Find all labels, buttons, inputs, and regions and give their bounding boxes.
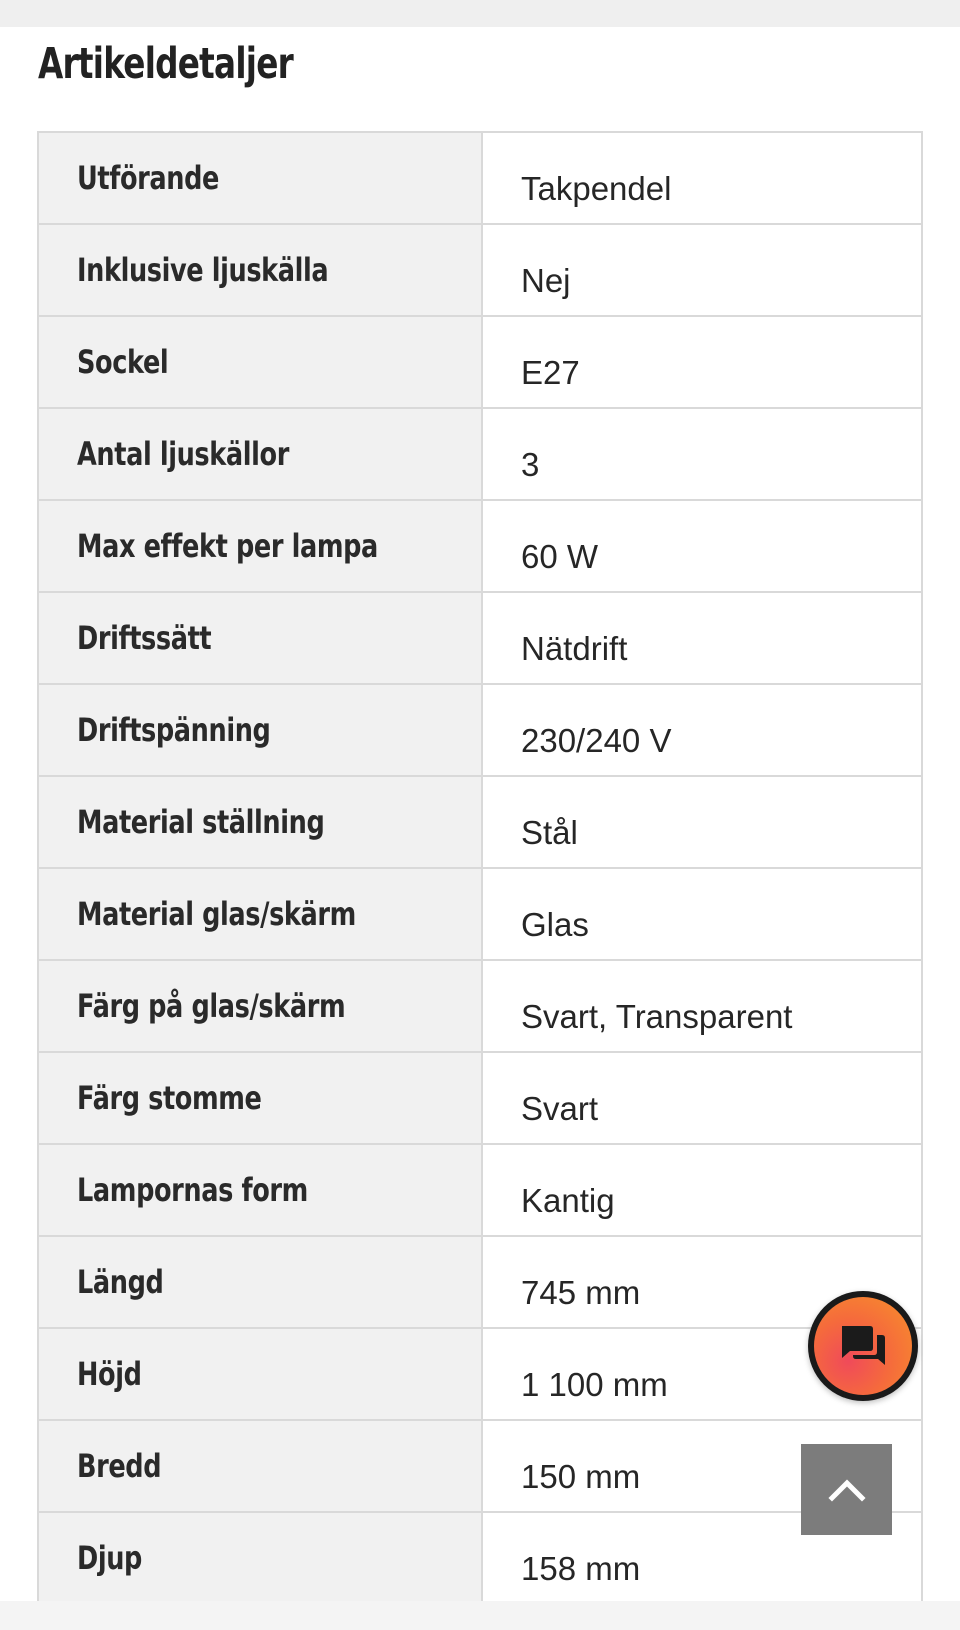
bottom-strip [0, 1601, 960, 1630]
top-strip [0, 0, 960, 27]
table-row [38, 1512, 922, 1601]
row-value: Stål [482, 776, 922, 868]
table-row [38, 776, 922, 868]
row-value: Takpendel [482, 132, 922, 224]
row-value: 3 [482, 408, 922, 500]
row-label: Sockel [38, 316, 482, 408]
table-row [38, 960, 922, 1052]
table-row [38, 592, 922, 684]
row-label: Material glas/skärm [38, 868, 482, 960]
row-value: 745 mm [482, 1236, 922, 1328]
table-row [38, 1328, 922, 1420]
row-value: 60 W [482, 500, 922, 592]
table-row [38, 408, 922, 500]
row-label: Bredd [38, 1420, 482, 1512]
details-table-container [37, 131, 923, 1601]
row-value: Svart, Transparent [482, 960, 922, 1052]
row-label: Material ställning [38, 776, 482, 868]
row-label: Max effekt per lampa [38, 500, 482, 592]
chevron-up-icon [827, 1477, 867, 1503]
row-value: Svart [482, 1052, 922, 1144]
row-label: Driftssätt [38, 592, 482, 684]
row-value: Glas [482, 868, 922, 960]
row-label: Färg på glas/skärm [38, 960, 482, 1052]
scroll-to-top-button[interactable] [801, 1444, 892, 1535]
table-row [38, 1052, 922, 1144]
row-value: Kantig [482, 1144, 922, 1236]
chat-button[interactable] [808, 1291, 918, 1401]
row-label: Djup [38, 1512, 482, 1601]
table-row [38, 684, 922, 776]
details-table [37, 131, 923, 1601]
row-label: Antal ljuskällor [38, 408, 482, 500]
row-label: Inklusive ljuskälla [38, 224, 482, 316]
row-value: Nätdrift [482, 592, 922, 684]
chat-button-face[interactable] [814, 1297, 912, 1395]
row-value: 158 mm [482, 1512, 922, 1601]
table-row [38, 224, 922, 316]
table-row [38, 132, 922, 224]
table-row [38, 316, 922, 408]
row-value: 150 mm [482, 1420, 922, 1512]
page-title: Artikeldetaljer [38, 39, 293, 89]
table-row [38, 1144, 922, 1236]
chat-bubbles-icon [838, 1323, 888, 1369]
row-value: E27 [482, 316, 922, 408]
table-row [38, 1420, 922, 1512]
row-label: Driftspänning [38, 684, 482, 776]
table-row [38, 1236, 922, 1328]
table-row [38, 500, 922, 592]
row-value: 230/240 V [482, 684, 922, 776]
row-label: Lampornas form [38, 1144, 482, 1236]
row-label: Färg stomme [38, 1052, 482, 1144]
row-value: Nej [482, 224, 922, 316]
row-label: Utförande [38, 132, 482, 224]
row-value: 1 100 mm [482, 1328, 922, 1420]
row-label: Längd [38, 1236, 482, 1328]
row-label: Höjd [38, 1328, 482, 1420]
table-row [38, 868, 922, 960]
